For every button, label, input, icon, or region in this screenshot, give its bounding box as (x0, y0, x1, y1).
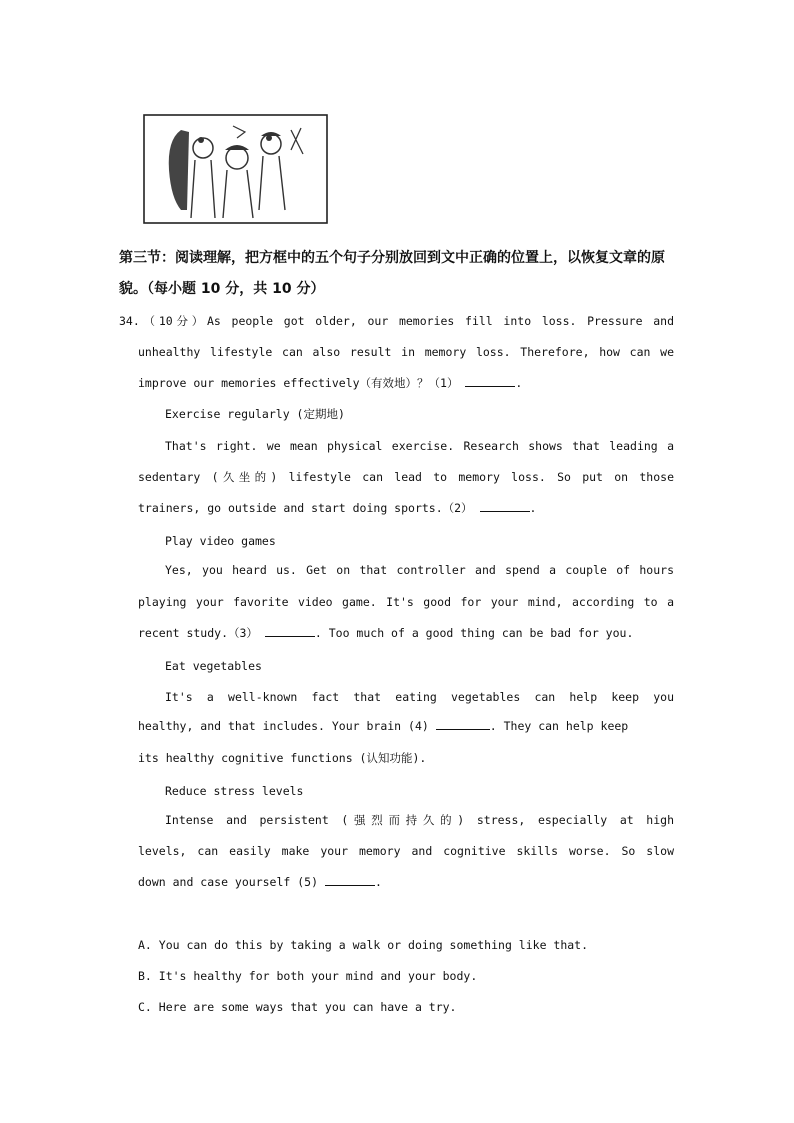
passage-line-with-blank-3: recent study.（3） . Too much of a good thing can be bad for you. (138, 626, 634, 640)
answer-blank-2[interactable] (480, 500, 530, 512)
passage-line-with-blank-5: down and case yourself (5) . (138, 875, 382, 889)
subheading-stress: Reduce stress levels (165, 784, 304, 798)
section-heading-line-2: 貌。（每小题 10 分，共 10 分） (119, 281, 325, 297)
subheading-video-games: Play video games (165, 534, 276, 548)
subheading-exercise: Exercise regularly (定期地) (165, 407, 345, 421)
passage-line: unhealthy lifestyle can also result in memory loss. Therefore, how can we (138, 345, 674, 359)
passage-line-with-blank-2: trainers, go outside and start doing sports.（2） . (138, 501, 537, 515)
passage-line: Intense and persistent (强烈而持久的) stress, especially at high (165, 813, 674, 827)
option-b: B. It's healthy for both your mind and your body. (138, 969, 478, 983)
answer-blank-4[interactable] (436, 718, 490, 730)
passage-line: levels, can easily make your memory and cognitive skills worse. So slow (138, 844, 674, 858)
passage-line: playing your favorite video game. It's good for your mind, according to a (138, 595, 674, 609)
cartoon-illustration (141, 110, 331, 228)
answer-blank-1[interactable] (465, 375, 515, 387)
passage-line: sedentary (久坐的) lifestyle can lead to memory loss. So put on those (138, 470, 674, 484)
passage-line: 34.（10分）As people got older, our memories fill into loss. Pressure and (119, 314, 674, 328)
passage-line-with-blank-1: improve our memories effectively（有效地）？（1） . (138, 376, 523, 390)
passage-line-with-blank-4: healthy, and that includes. Your brain (4) . They can help keep (138, 719, 629, 733)
option-a: A. You can do this by taking a walk or doing something like that. (138, 938, 589, 952)
section-heading-line-1: 第三节：阅读理解，把方框中的五个句子分别放回到文中正确的位置上，以恢复文章的原 (119, 250, 665, 266)
passage-line: Yes, you heard us. Get on that controller and spend a couple of hours (165, 563, 674, 577)
answer-blank-5[interactable] (325, 874, 375, 886)
subheading-vegetables: Eat vegetables (165, 659, 262, 673)
answer-blank-3[interactable] (265, 625, 315, 637)
passage-line: its healthy cognitive functions (认知功能). (138, 751, 427, 765)
passage-line: That's right. we mean physical exercise. Research shows that leading a (165, 439, 674, 453)
passage-line: It's a well-known fact that eating vegetables can help keep you (165, 690, 674, 704)
option-c: C. Here are some ways that you can have a try. (138, 1000, 457, 1014)
